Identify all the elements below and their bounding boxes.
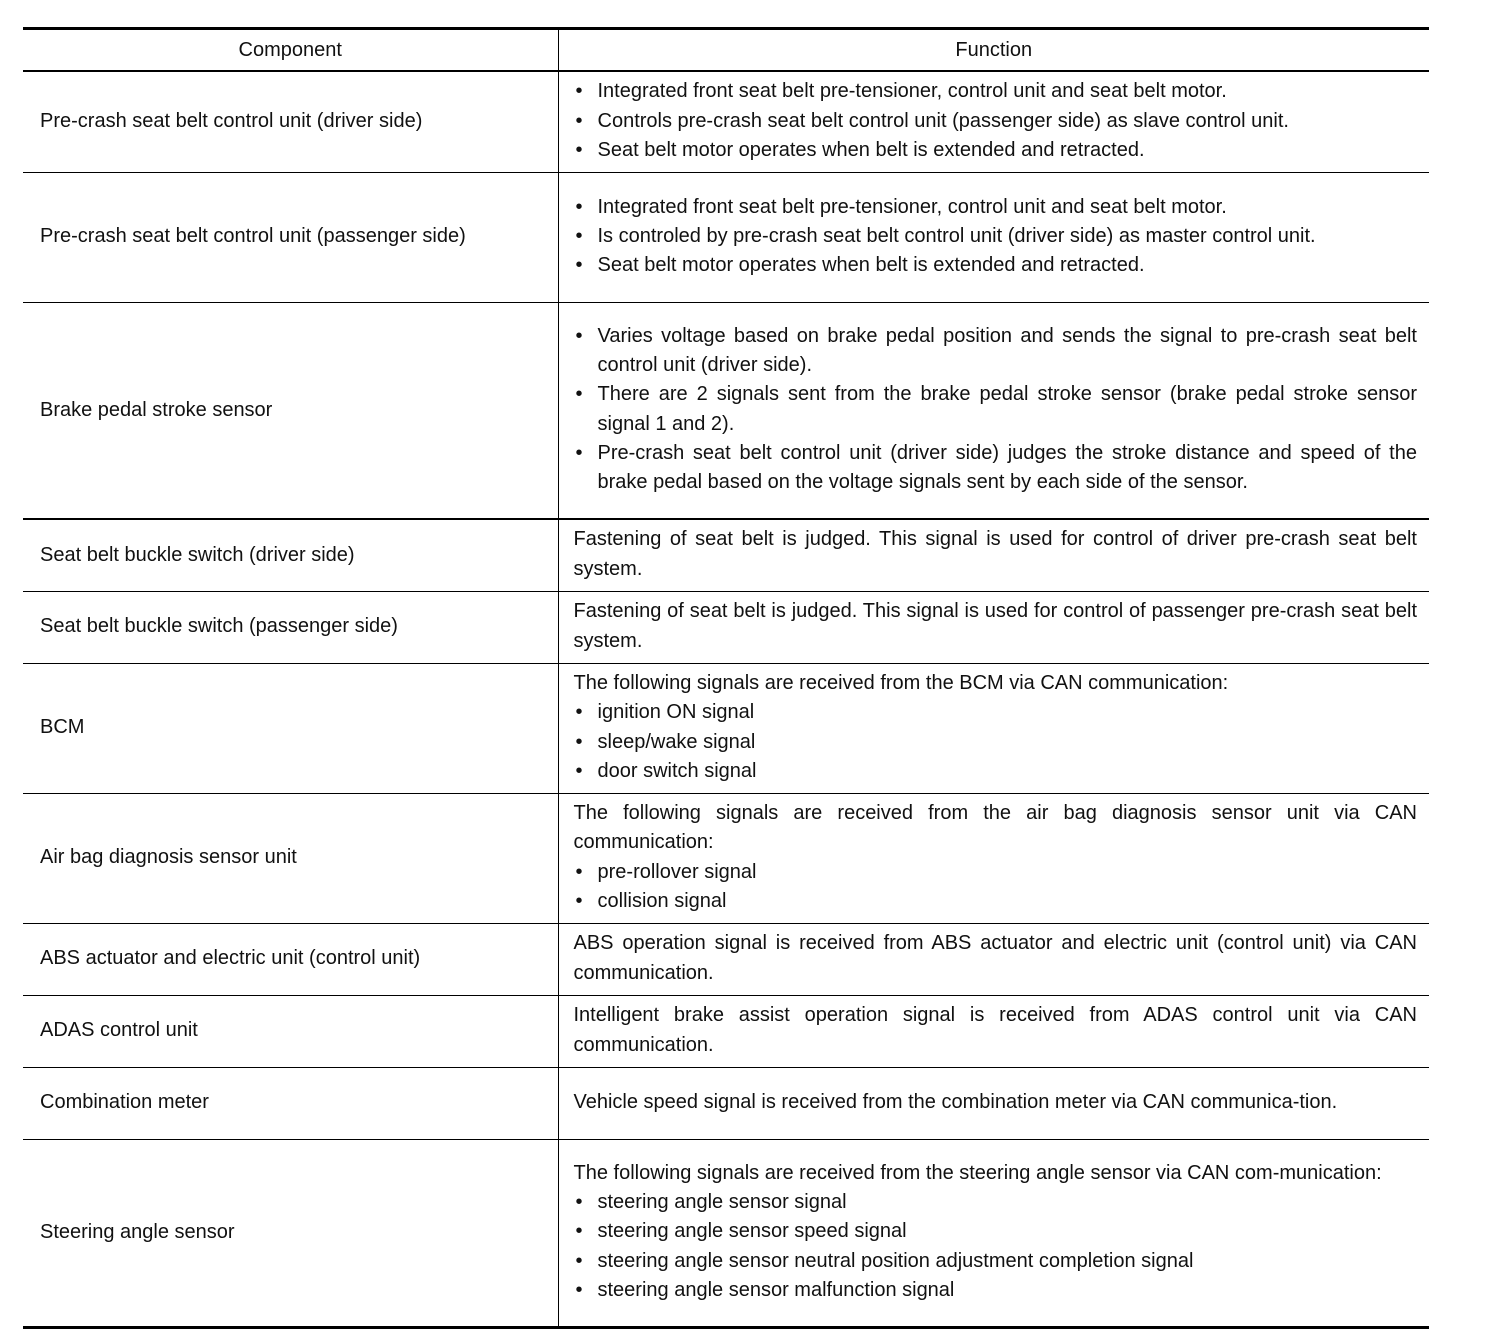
function-cell	[558, 1139, 1429, 1327]
function-bullet-item: • Is controled by pre-crash seat belt control unit (driver side) as master control unit.	[574, 222, 1418, 251]
table-row	[23, 591, 1429, 663]
function-bullet-list	[574, 193, 1418, 281]
function-bullet-item: • Seat belt motor operates when belt is extended and retracted.	[574, 251, 1418, 280]
table-row	[23, 923, 1429, 995]
function-text: The following signals are received from the air bag diagnosis sensor unit via CAN communication:	[573, 801, 1417, 854]
table-row	[23, 663, 1429, 793]
function-text: Vehicle speed signal is received from the combination meter via CAN communica-tion.	[573, 1090, 1338, 1113]
function-cell	[558, 793, 1429, 923]
function-bullet-item: • sleep/wake signal	[574, 728, 1418, 757]
function-bullet-list	[574, 77, 1418, 165]
table-row	[23, 71, 1429, 172]
function-bullet-list	[574, 698, 1418, 786]
component-function-table	[23, 27, 1429, 1329]
function-bullet-item: • pre-rollover signal	[574, 858, 1418, 887]
table-row	[23, 995, 1429, 1067]
function-bullet-item: • Seat belt motor operates when belt is extended and retracted.	[574, 136, 1418, 165]
table-row	[23, 172, 1429, 302]
function-bullet-list	[574, 858, 1418, 917]
component-cell: Brake pedal stroke sensor	[40, 398, 273, 421]
function-bullet-item: • steering angle sensor neutral position adjustment completion signal	[574, 1247, 1418, 1276]
function-cell	[558, 591, 1429, 663]
function-cell	[558, 663, 1429, 793]
function-cell	[558, 302, 1429, 519]
component-cell: Combination meter	[40, 1091, 209, 1114]
function-bullet-item: • Varies voltage based on brake pedal position and sends the signal to pre-crash seat belt control unit (driver side).	[574, 322, 1418, 381]
function-bullet-item: • steering angle sensor malfunction signal	[574, 1276, 1418, 1305]
function-bullet-item: • collision signal	[574, 887, 1418, 916]
function-cell	[558, 71, 1429, 172]
function-text: Intelligent brake assist operation signal is received from ADAS control unit via CAN communication.	[573, 1004, 1417, 1056]
component-cell: Pre-crash seat belt control unit (driver side)	[40, 110, 423, 133]
header-row	[23, 29, 1429, 72]
header-component: Component	[238, 38, 342, 61]
function-cell	[558, 923, 1429, 995]
function-cell	[558, 172, 1429, 302]
header-function: Function	[558, 29, 1429, 72]
component-cell: BCM	[40, 716, 85, 739]
component-cell: ABS actuator and electric unit (control unit)	[40, 947, 421, 970]
table-row	[23, 793, 1429, 923]
component-cell: Seat belt buckle switch (passenger side)	[40, 615, 398, 638]
function-bullet-item: • There are 2 signals sent from the brake pedal stroke sensor (brake pedal stroke sensor signal 1 and 2).	[574, 380, 1418, 439]
function-bullet-item: • ignition ON signal	[574, 698, 1418, 727]
table-row	[23, 1067, 1429, 1139]
function-bullet-item: • door switch signal	[574, 757, 1418, 786]
function-text: The following signals are received from the steering angle sensor via CAN com-munication:	[573, 1161, 1382, 1184]
component-cell: Air bag diagnosis sensor unit	[40, 846, 297, 869]
component-cell: ADAS control unit	[40, 1019, 198, 1042]
table-row	[23, 302, 1429, 519]
function-cell	[558, 1067, 1429, 1139]
table-row	[23, 1139, 1429, 1327]
function-bullet-item: • Integrated front seat belt pre-tensioner, control unit and seat belt motor.	[574, 77, 1418, 106]
table-row	[23, 519, 1429, 591]
function-bullet-item: • Integrated front seat belt pre-tensioner, control unit and seat belt motor.	[574, 193, 1418, 222]
function-text: Fastening of seat belt is judged. This signal is used for control of passenger pre-crash seat belt system.	[573, 600, 1417, 652]
function-bullet-item: • Pre-crash seat belt control unit (driver side) judges the stroke distance and speed of the brake pedal based on the voltage signals sent by each side of the sensor.	[574, 439, 1418, 498]
function-bullet-list	[574, 1188, 1418, 1305]
component-cell: Seat belt buckle switch (driver side)	[40, 543, 355, 566]
component-cell: Pre-crash seat belt control unit (passenger side)	[40, 225, 466, 248]
function-text: Fastening of seat belt is judged. This signal is used for control of driver pre-crash seat belt system.	[573, 528, 1417, 580]
component-cell: Steering angle sensor	[40, 1220, 235, 1243]
function-text: ABS operation signal is received from ABS actuator and electric unit (control unit) via CAN communication.	[573, 932, 1417, 984]
function-bullet-item: • steering angle sensor speed signal	[574, 1217, 1418, 1246]
function-cell	[558, 995, 1429, 1067]
function-cell	[558, 519, 1429, 591]
function-bullet-item: • Controls pre-crash seat belt control unit (passenger side) as slave control unit.	[574, 107, 1418, 136]
function-bullet-list	[574, 322, 1418, 498]
component-function-table-wrap	[23, 27, 1429, 1329]
function-bullet-item: • steering angle sensor signal	[574, 1188, 1418, 1217]
function-text: The following signals are received from the BCM via CAN communication:	[573, 671, 1229, 694]
